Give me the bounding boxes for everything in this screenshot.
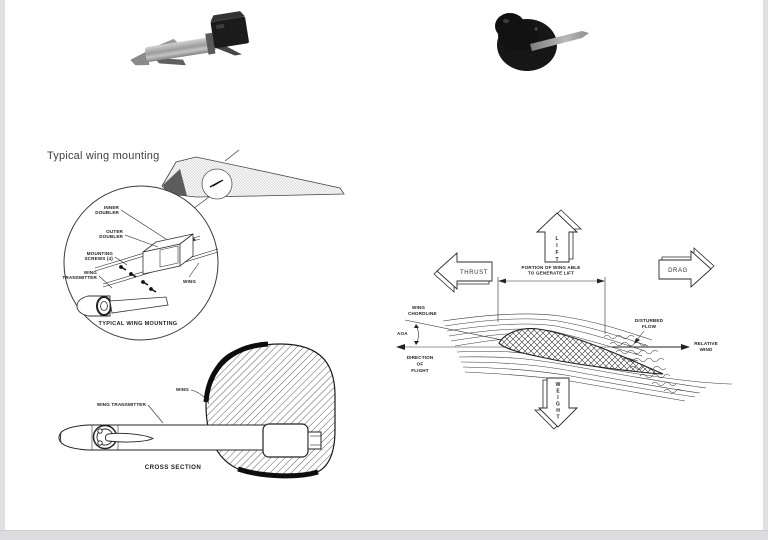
weight-letter-5: H — [556, 408, 560, 414]
wing-transmitter-label-2: TRANSMITTER — [62, 275, 97, 280]
thrust-arrow — [434, 253, 492, 292]
lift-letter-3: F — [555, 250, 559, 256]
direction-label-1: DIRECTION — [406, 355, 434, 360]
mounting-caption: TYPICAL WING MOUNTING — [98, 321, 178, 327]
page-edge-left — [0, 0, 5, 540]
chordline-label-2: CHORDLINE — [408, 311, 437, 316]
mounting-screws-label-2: SCREWS (4) — [84, 256, 113, 261]
cs-wing-label: WING — [175, 387, 189, 392]
weight-letter-1: W — [555, 382, 561, 388]
direction-label-2: OF — [416, 361, 424, 367]
page-edge-bottom — [0, 530, 768, 540]
cross-section-caption: CROSS SECTION — [144, 464, 202, 471]
weight-letter-4: G — [556, 401, 560, 408]
lift-letter-2: I — [556, 243, 558, 249]
relative-wind-arrow — [612, 344, 690, 350]
lift-letter-4: T — [555, 257, 559, 263]
lift-arrow — [537, 210, 581, 263]
propeller-hub-photo — [470, 5, 595, 75]
inner-doubler-label-2: DOUBLER — [95, 210, 119, 215]
wing-label: WING — [183, 279, 197, 284]
relative-wind-label-1: RELATIVE — [694, 341, 718, 346]
weight-letter-2: E — [556, 388, 560, 395]
direction-label-3: FLIGHT — [411, 368, 429, 373]
disturbed-flow-label-group — [634, 318, 664, 344]
drag-arrow — [659, 248, 714, 287]
portion-label-2: TO GENERATE LIFT — [527, 270, 575, 276]
disturbed-label-1: DISTURBED — [634, 318, 664, 323]
lift-portion-dimension — [498, 265, 605, 334]
weight-letter-6: T — [556, 414, 560, 421]
lift-letter-1: L — [555, 236, 559, 242]
missile-probe-photo — [120, 8, 265, 68]
portion-label-1: PORTION OF WING ABLE — [521, 265, 581, 270]
aerodynamics-figure — [390, 198, 765, 443]
aoa-angle — [414, 324, 419, 345]
thrust-label: THRUST — [460, 270, 488, 276]
propeller-group — [495, 13, 589, 71]
inner-doubler-label-1: INNER — [103, 205, 119, 210]
weight-arrow — [535, 378, 577, 429]
outer-doubler-label-1: OUTER — [106, 229, 123, 234]
wing-mounting-figure — [50, 148, 350, 488]
fuselage-tube — [59, 425, 290, 450]
disturbed-label-2: FLOW — [641, 324, 657, 329]
aoa-label: AOA — [397, 331, 408, 336]
outer-doubler-label-2: DOUBLER — [99, 234, 123, 239]
cross-section-figure — [59, 344, 335, 476]
drag-label: DRAG — [668, 268, 688, 274]
weight-letter-3: I — [557, 395, 559, 401]
figure-heading: Typical wing mounting — [47, 150, 160, 162]
relative-wind-label-2: WIND — [699, 347, 713, 352]
mounting-detail-circle — [62, 186, 218, 340]
cs-wing-transmitter-label: WING TRANSMITTER — [96, 402, 146, 407]
chordline-label-1: WING — [412, 305, 426, 310]
wing-transmitter-label-1: WING — [83, 270, 97, 275]
probe-body-group — [126, 10, 252, 68]
mounting-screws-label-1: MOUNTING — [86, 251, 113, 256]
